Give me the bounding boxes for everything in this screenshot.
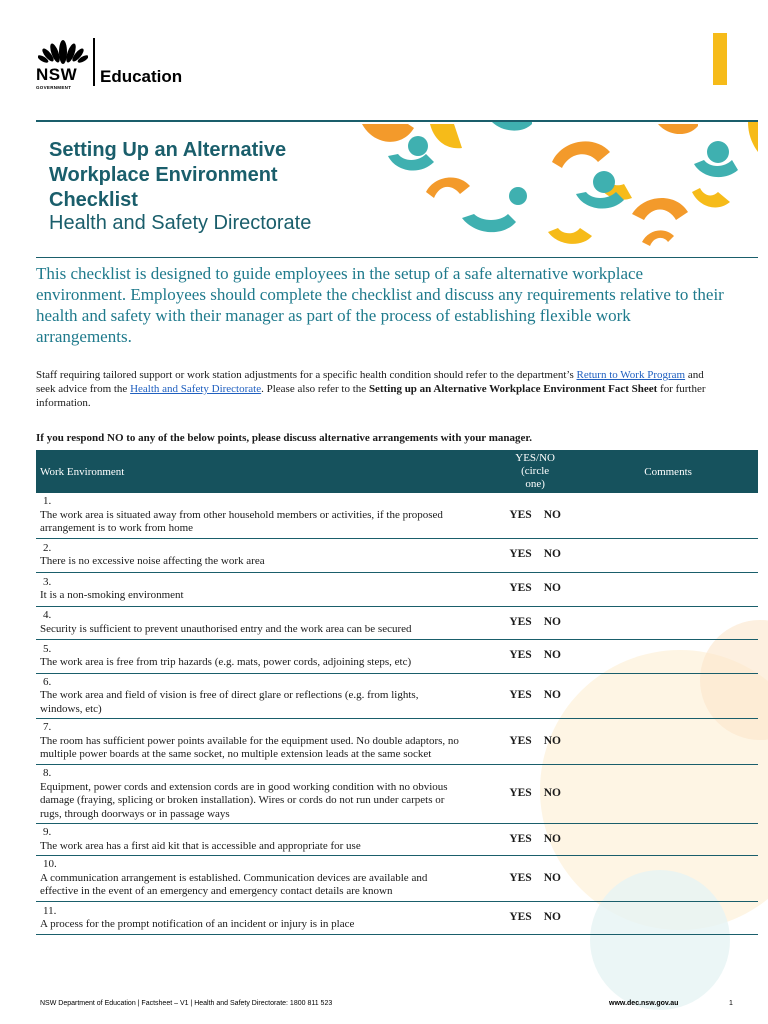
item-cell bbox=[36, 493, 492, 538]
item-text: It is a non-smoking environment bbox=[40, 589, 184, 601]
yes-option[interactable]: YES bbox=[509, 582, 532, 595]
item-text: A communication arrangement is established. Communication devices are available and effective in the event of an emergency and emergency contact details are known bbox=[40, 871, 428, 898]
comments-cell[interactable] bbox=[578, 719, 758, 765]
nsw-education-logo bbox=[36, 34, 196, 90]
item-text: A process for the prompt notification of an incident or injury is in place bbox=[40, 918, 355, 930]
comments-cell[interactable] bbox=[578, 572, 758, 606]
item-text: The work area is free from trip hazards (e.g. mats, power cords, adjoining steps, etc) bbox=[40, 656, 412, 668]
item-number: 5. bbox=[43, 642, 52, 655]
item-cell bbox=[36, 606, 492, 639]
comments-cell[interactable] bbox=[578, 639, 758, 673]
no-option[interactable]: NO bbox=[543, 832, 561, 845]
item-number: 10. bbox=[43, 858, 57, 871]
page-number: 1 bbox=[729, 1000, 733, 1007]
comments-cell[interactable] bbox=[578, 493, 758, 538]
no-option[interactable]: NO bbox=[543, 911, 561, 924]
footer-url: www.dec.nsw.gov.au bbox=[609, 1000, 679, 1007]
table-row bbox=[36, 673, 758, 719]
table-row bbox=[36, 493, 758, 538]
no-option[interactable]: NO bbox=[543, 649, 561, 662]
no-option[interactable]: NO bbox=[543, 615, 561, 628]
item-cell bbox=[36, 538, 492, 572]
staff-note-text: . Please also refer to the bbox=[261, 383, 369, 395]
item-cell bbox=[36, 902, 492, 935]
staff-note-text: and seek advice from the bbox=[36, 369, 704, 395]
comments-cell[interactable] bbox=[578, 606, 758, 639]
staff-note-text: for further information. bbox=[36, 383, 706, 409]
comments-cell[interactable] bbox=[578, 824, 758, 856]
yes-option[interactable]: YES bbox=[509, 787, 532, 800]
logo-nsw-text: NSW bbox=[36, 65, 78, 84]
logo-education-text: Education bbox=[100, 67, 183, 86]
respond-instruction: If you respond NO to any of the below points, please discuss alternative arrangements with your manager. bbox=[36, 432, 533, 444]
header-yes-no-line3: one) bbox=[525, 478, 545, 490]
page-title-line2: Workplace Environment bbox=[49, 164, 278, 186]
yes-no-cell bbox=[492, 824, 578, 856]
comments-cell[interactable] bbox=[578, 902, 758, 935]
health-safety-link[interactable]: Health and Safety Directorate bbox=[130, 383, 262, 395]
waratah-icon bbox=[38, 34, 88, 66]
table-row bbox=[36, 719, 758, 765]
no-option[interactable]: NO bbox=[543, 871, 561, 884]
no-option[interactable]: NO bbox=[543, 689, 561, 701]
yes-no-cell bbox=[492, 639, 578, 673]
yes-no-cell bbox=[492, 572, 578, 606]
item-text: Security is sufficient to prevent unauthorised entry and the work area can be secured bbox=[40, 622, 412, 635]
comments-cell[interactable] bbox=[578, 673, 758, 719]
page-title-line1: Setting Up an Alternative bbox=[49, 139, 287, 161]
footer-text: NSW Department of Education | Factsheet – V1 | Health and Safety Directorate: 1800 811 523 bbox=[40, 1000, 333, 1007]
table-row bbox=[36, 765, 758, 824]
staff-note-text: Staff requiring tailored support or work station adjustments for a specific health condition should refer to the department’s bbox=[36, 369, 577, 381]
yes-option[interactable]: YES bbox=[509, 548, 532, 561]
comments-cell[interactable] bbox=[578, 538, 758, 572]
gold-accent-bar bbox=[713, 33, 727, 85]
yes-no-cell bbox=[492, 538, 578, 572]
no-option[interactable]: NO bbox=[543, 582, 561, 595]
yes-option[interactable]: YES bbox=[509, 649, 532, 662]
yes-option[interactable]: YES bbox=[509, 508, 532, 521]
yes-option[interactable]: YES bbox=[509, 689, 532, 701]
no-option[interactable]: NO bbox=[543, 734, 561, 747]
comments-cell[interactable] bbox=[578, 856, 758, 902]
no-option[interactable]: NO bbox=[543, 508, 561, 521]
item-cell bbox=[36, 639, 492, 673]
table-row bbox=[36, 538, 758, 572]
table-row bbox=[36, 639, 758, 673]
item-cell bbox=[36, 673, 492, 719]
header-yes-no-line2: (circle bbox=[521, 465, 550, 477]
yes-option[interactable]: YES bbox=[509, 871, 532, 884]
yes-no-cell bbox=[492, 902, 578, 935]
item-text: The work area and field of vision is free of direct glare or reflections (e.g. from lights, windows, etc) bbox=[40, 689, 419, 715]
staff-note bbox=[36, 368, 726, 410]
page-subtitle: Health and Safety Directorate bbox=[49, 212, 312, 234]
title-bottom-rule bbox=[36, 257, 758, 258]
item-number: 1. bbox=[43, 495, 52, 507]
header-yes-no-line1: YES/NO bbox=[515, 452, 555, 464]
yes-option[interactable]: YES bbox=[509, 911, 532, 924]
yes-no-cell bbox=[492, 493, 578, 538]
item-number: 9. bbox=[43, 826, 52, 838]
yes-no-cell bbox=[492, 673, 578, 719]
table-row bbox=[36, 606, 758, 639]
people-graphic bbox=[362, 122, 758, 256]
yes-option[interactable]: YES bbox=[509, 832, 532, 845]
item-number: 11. bbox=[43, 904, 57, 917]
page-title-line3: Checklist bbox=[49, 189, 138, 211]
fact-sheet-reference: Setting up an Alternative Workplace Environment Fact Sheet bbox=[368, 383, 658, 395]
yes-no-cell bbox=[492, 765, 578, 824]
checklist-table bbox=[36, 450, 758, 935]
item-number: 3. bbox=[43, 575, 52, 588]
intro-paragraph: This checklist is designed to guide employees in the setup of a safe alternative workplace environment. Employees should complete the checklist and discuss any requirements relative to their health and safety with their manager as part of the process of establishing flexible work arrangements. bbox=[36, 264, 724, 346]
yes-option[interactable]: YES bbox=[509, 615, 532, 628]
item-number: 6. bbox=[43, 675, 52, 688]
item-number: 2. bbox=[43, 541, 52, 554]
header-comments: Comments bbox=[578, 450, 758, 493]
item-cell bbox=[36, 765, 492, 824]
return-to-work-link[interactable]: Return to Work Program bbox=[576, 369, 686, 381]
item-text: The room has sufficient power points available for the equipment used. No double adaptors, no multiple power boards at the same socket, no multiple extension leads at the same socket bbox=[40, 734, 459, 761]
no-option[interactable]: NO bbox=[543, 787, 561, 800]
item-text: Equipment, power cords and extension cords are in good working condition with no obvious damage (fraying, splicing or broken installation). Wires or cords do not run under carpets or rugs, through doorways or in passage ways bbox=[40, 780, 448, 820]
header-yes-no bbox=[492, 450, 578, 493]
table-header-row bbox=[36, 450, 758, 493]
logo-government-text: GOVERNMENT bbox=[36, 85, 72, 90]
comments-cell[interactable] bbox=[578, 765, 758, 824]
item-cell bbox=[36, 719, 492, 765]
table-row bbox=[36, 902, 758, 935]
item-number: 7. bbox=[43, 721, 52, 734]
item-cell bbox=[36, 824, 492, 856]
item-number: 4. bbox=[43, 609, 52, 621]
item-cell bbox=[36, 572, 492, 606]
table-row bbox=[36, 824, 758, 856]
yes-no-cell bbox=[492, 606, 578, 639]
item-text: The work area is situated away from other household members or activities, if the proposed arrangement is to work from home bbox=[40, 508, 443, 534]
yes-no-cell bbox=[492, 719, 578, 765]
item-text: The work area has a first aid kit that is accessible and appropriate for use bbox=[40, 839, 361, 852]
header-work-environment: Work Environment bbox=[36, 450, 492, 493]
item-number: 8. bbox=[43, 767, 52, 779]
item-text: There is no excessive noise affecting the work area bbox=[40, 555, 265, 567]
yes-no-cell bbox=[492, 856, 578, 902]
logo-divider bbox=[93, 38, 95, 86]
table-row bbox=[36, 572, 758, 606]
yes-option[interactable]: YES bbox=[509, 734, 532, 747]
item-cell bbox=[36, 856, 492, 902]
no-option[interactable]: NO bbox=[543, 548, 561, 561]
table-row bbox=[36, 856, 758, 902]
